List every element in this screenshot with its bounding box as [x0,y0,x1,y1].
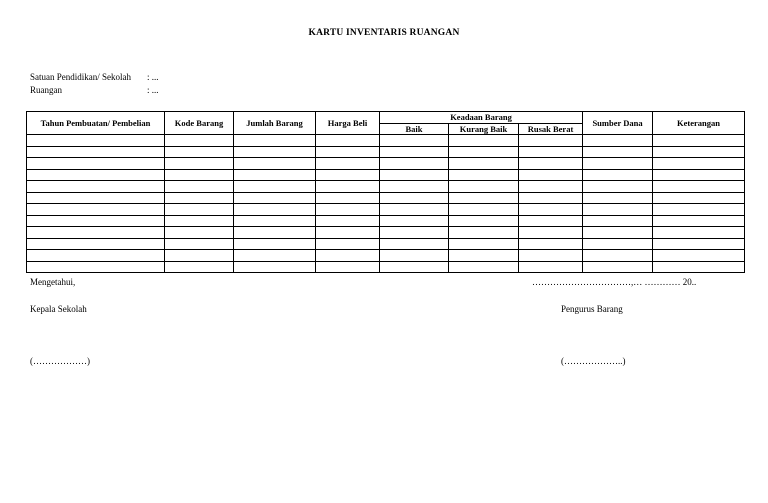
table-cell [583,204,653,216]
table-cell [316,146,380,158]
table-cell [27,227,165,239]
table-cell [583,261,653,273]
document-title: KARTU INVENTARIS RUANGAN [308,28,460,38]
signature-left: (………………) [30,356,90,366]
table-cell [234,238,316,250]
table-cell [653,261,745,273]
table-cell [449,135,519,147]
table-cell [519,146,583,158]
table-cell [27,250,165,262]
table-cell [519,135,583,147]
header-baik: Baik [380,123,449,135]
table-cell [380,158,449,170]
table-cell [316,135,380,147]
table-cell [583,192,653,204]
table-cell [165,146,234,158]
header-kode: Kode Barang [165,112,234,135]
table-cell [653,215,745,227]
table-cell [316,192,380,204]
table-row [27,146,745,158]
table-cell [165,135,234,147]
table-cell [316,181,380,193]
header-jumlah: Jumlah Barang [234,112,316,135]
table-cell [27,261,165,273]
table-cell [380,204,449,216]
header-rusak-berat: Rusak Berat [519,123,583,135]
header-tahun: Tahun Pembuatan/ Pembelian [27,112,165,135]
table-cell [583,238,653,250]
table-row [27,204,745,216]
table-cell [165,158,234,170]
kepala-sekolah-label: Kepala Sekolah [30,304,87,314]
table-cell [27,169,165,181]
table-cell [380,261,449,273]
table-cell [519,261,583,273]
table-cell [519,227,583,239]
table-cell [165,192,234,204]
table-cell [519,204,583,216]
table-cell [519,215,583,227]
info-room-label: Ruangan [30,85,62,95]
table-cell [380,192,449,204]
table-cell [380,146,449,158]
table-cell [583,169,653,181]
table-cell [380,238,449,250]
inventory-table-body [27,135,745,273]
table-cell [234,158,316,170]
table-cell [234,135,316,147]
table-cell [449,158,519,170]
table-row [27,238,745,250]
table-cell [653,227,745,239]
table-cell [234,261,316,273]
table-cell [380,227,449,239]
table-cell [27,192,165,204]
table-cell [380,250,449,262]
table-cell [234,227,316,239]
table-cell [519,169,583,181]
table-cell [653,135,745,147]
table-cell [653,169,745,181]
table-cell [316,227,380,239]
table-cell [316,238,380,250]
table-cell [165,215,234,227]
table-cell [449,250,519,262]
table-cell [234,146,316,158]
header-sumber: Sumber Dana [583,112,653,135]
table-cell [449,215,519,227]
table-cell [653,158,745,170]
table-cell [27,215,165,227]
table-row [27,158,745,170]
table-cell [653,181,745,193]
table-cell [316,158,380,170]
table-row [27,169,745,181]
signature-right: (………………..) [561,356,626,366]
table-cell [316,261,380,273]
table-cell [583,158,653,170]
table-cell [234,181,316,193]
table-cell [27,158,165,170]
table-cell [234,169,316,181]
table-cell [583,146,653,158]
table-cell [380,135,449,147]
header-kurang-baik: Kurang Baik [449,123,519,135]
info-school-label: Satuan Pendidikan/ Sekolah [30,72,131,82]
header-keterangan: Keterangan [653,112,745,135]
place-date-line: ……………………………,… ………… 20.. [532,277,697,287]
table-cell [380,169,449,181]
table-row [27,192,745,204]
table-row [27,181,745,193]
table-cell [583,215,653,227]
table-cell [316,250,380,262]
table-cell [316,204,380,216]
table-cell [583,181,653,193]
pengurus-barang-label: Pengurus Barang [561,304,623,314]
table-cell [234,192,316,204]
table-cell [165,169,234,181]
table-cell [653,238,745,250]
table-row [27,227,745,239]
table-cell [27,135,165,147]
table-cell [165,227,234,239]
table-cell [449,227,519,239]
table-cell [653,250,745,262]
table-cell [653,204,745,216]
table-cell [583,135,653,147]
info-room-value: : ... [147,85,159,95]
table-cell [519,250,583,262]
table-cell [316,215,380,227]
table-cell [27,204,165,216]
table-cell [234,215,316,227]
table-row [27,135,745,147]
table-cell [583,250,653,262]
table-cell [234,250,316,262]
table-cell [653,146,745,158]
table-cell [165,238,234,250]
table-row [27,261,745,273]
table-cell [449,169,519,181]
table-cell [449,192,519,204]
table-row [27,250,745,262]
table-cell [234,204,316,216]
table-cell [519,181,583,193]
mengetahui-label: Mengetahui, [30,277,76,287]
inventory-table [26,111,745,273]
table-cell [519,238,583,250]
table-cell [583,227,653,239]
table-cell [165,261,234,273]
table-cell [380,215,449,227]
info-school [30,72,159,82]
table-cell [449,204,519,216]
table-cell [519,158,583,170]
table-cell [165,181,234,193]
header-keadaan: Keadaan Barang [380,112,583,124]
table-cell [316,169,380,181]
table-cell [27,238,165,250]
info-room [30,85,159,95]
table-cell [380,181,449,193]
table-cell [27,146,165,158]
table-cell [519,192,583,204]
table-cell [449,261,519,273]
table-cell [449,146,519,158]
table-row [27,215,745,227]
table-cell [165,250,234,262]
table-cell [27,181,165,193]
table-cell [165,204,234,216]
table-cell [653,192,745,204]
info-school-value: : ... [147,72,159,82]
table-cell [449,181,519,193]
table-cell [449,238,519,250]
header-harga: Harga Beli [316,112,380,135]
